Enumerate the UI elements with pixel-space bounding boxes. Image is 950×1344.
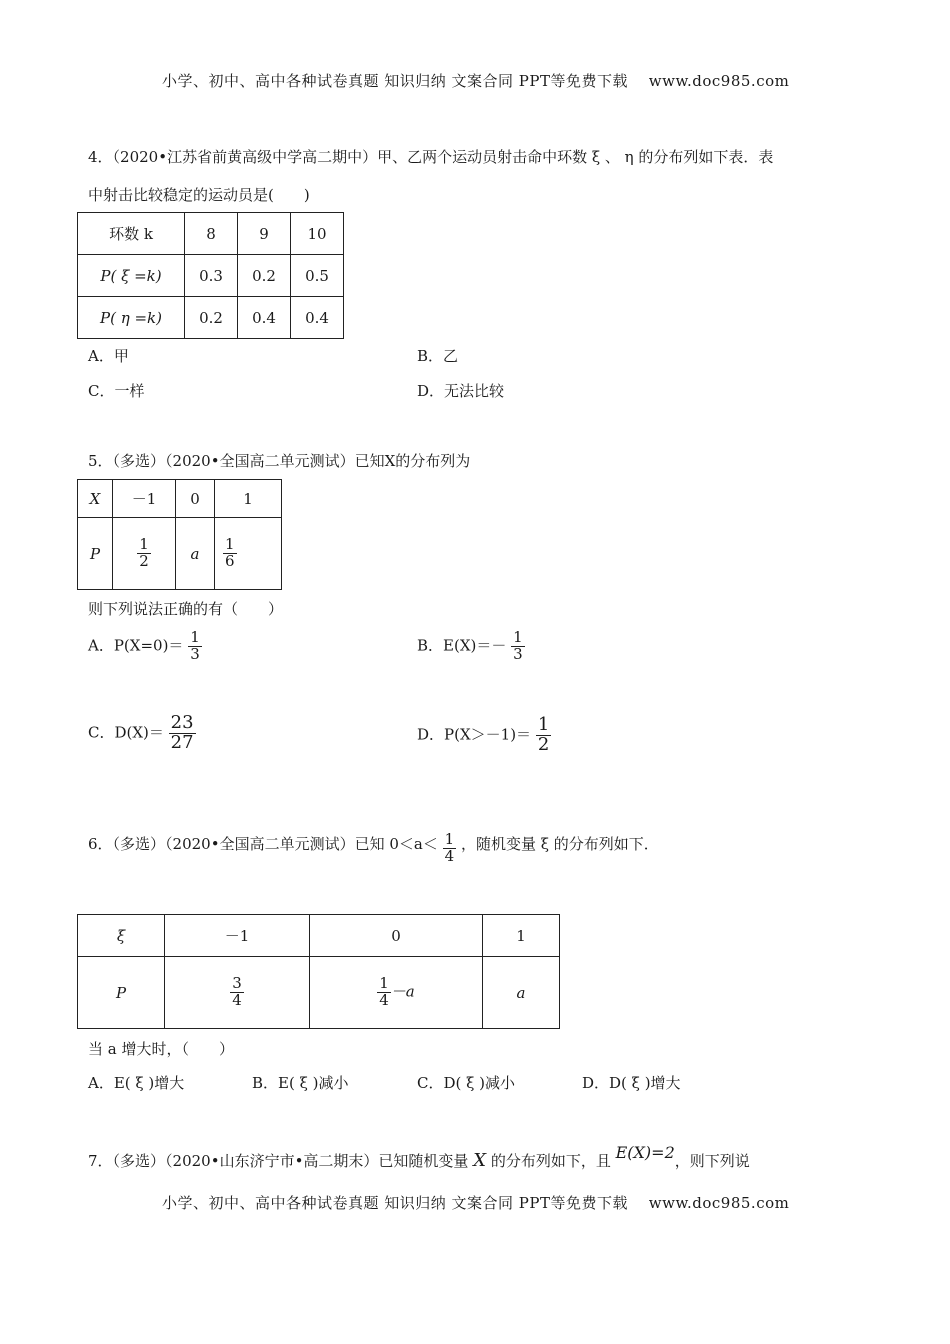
q6-stem-post: ，随机变量 ξ 的分布列如下． bbox=[460, 835, 659, 853]
q4-table-row1-cell: 0.2 bbox=[238, 255, 291, 297]
q7-stem bbox=[88, 1143, 750, 1171]
q6-table-x2: 0 bbox=[310, 915, 483, 957]
q5-option-d[interactable] bbox=[417, 716, 551, 755]
q6-table bbox=[77, 914, 560, 1029]
q4-table-row1-cell: 0.3 bbox=[185, 255, 238, 297]
fraction-denominator: 4 bbox=[444, 846, 455, 865]
fraction-denominator: 2 bbox=[537, 733, 550, 755]
fraction-numerator: 23 bbox=[170, 712, 194, 733]
q4-stem-line2: 中射击比较稳定的运动员是( ) bbox=[88, 186, 310, 204]
fraction-denominator: 3 bbox=[513, 644, 523, 663]
q4-table-header-2: 9 bbox=[238, 213, 291, 255]
q4-table-row2-cell: 0.4 bbox=[291, 297, 344, 339]
q5-table-p1-fraction bbox=[137, 537, 151, 570]
fraction-numerator: 1 bbox=[190, 628, 200, 646]
fraction-numerator: 1 bbox=[139, 535, 149, 554]
q6-table-p2 bbox=[310, 957, 483, 1029]
q5-option-b-text: B．E(X)＝－ bbox=[417, 636, 507, 655]
fraction-denominator: 6 bbox=[225, 552, 235, 570]
q7-stem-post: ，则下列说 bbox=[674, 1152, 750, 1170]
q5-table-p3-fraction bbox=[223, 537, 237, 570]
q4-table-header-0: 环数 k bbox=[78, 213, 185, 255]
q5-table-p-label: P bbox=[78, 518, 113, 590]
q6-table-x1: －1 bbox=[165, 915, 310, 957]
q6-table-x3: 1 bbox=[483, 915, 560, 957]
q4-table-row2-cell: 0.4 bbox=[238, 297, 291, 339]
q7-stem-var: X bbox=[473, 1150, 487, 1171]
q5-prompt: 则下列说法正确的有（ ） bbox=[88, 600, 284, 618]
q6-table-p1-fraction bbox=[230, 976, 244, 1009]
q6-option-b[interactable]: B．E( ξ )减小 bbox=[252, 1074, 349, 1092]
q5-option-d-fraction bbox=[536, 716, 551, 755]
q5-table-x1: －1 bbox=[113, 480, 176, 518]
q5-option-a[interactable] bbox=[88, 630, 202, 663]
q4-table-header-3: 10 bbox=[291, 213, 344, 255]
q5-option-b-fraction bbox=[511, 630, 525, 663]
q6-prompt: 当 a 增大时，（ ） bbox=[88, 1040, 234, 1058]
q4-table-row1-label: P( ξ =k) bbox=[78, 255, 185, 297]
fraction-denominator: 4 bbox=[232, 991, 242, 1009]
q6-table-p-label: P bbox=[78, 957, 165, 1029]
q4-option-d[interactable]: D．无法比较 bbox=[417, 382, 505, 400]
q6-table-p2-fraction bbox=[377, 976, 391, 1009]
q4-stem-line1: 4．（2020•江苏省前黄高级中学高二期中）甲、乙两个运动员射击命中环数 ξ 、 η 的分布列如下表．表 bbox=[88, 148, 774, 166]
q6-stem bbox=[88, 832, 659, 865]
q4-table-row1-cell: 0.5 bbox=[291, 255, 344, 297]
q6-option-a[interactable]: A．E( ξ )增大 bbox=[88, 1074, 185, 1092]
q4-table-header-1: 8 bbox=[185, 213, 238, 255]
q6-table-p2-suffix: －a bbox=[390, 982, 415, 1001]
q5-table-p3 bbox=[215, 518, 282, 590]
fraction-numerator: 1 bbox=[225, 535, 235, 554]
fraction-denominator: 27 bbox=[170, 731, 194, 753]
q5-table-x2: 0 bbox=[176, 480, 215, 518]
q5-stem: 5．（多选）（2020•全国高二单元测试）已知X的分布列为 bbox=[88, 452, 471, 470]
q5-option-c[interactable] bbox=[88, 714, 196, 753]
q4-option-b[interactable]: B．乙 bbox=[417, 347, 459, 365]
fraction-denominator: 2 bbox=[139, 552, 149, 570]
fraction-numerator: 3 bbox=[232, 974, 242, 993]
q6-table-p3: a bbox=[483, 957, 560, 1029]
q4-option-c[interactable]: C．一样 bbox=[88, 382, 145, 400]
q5-table bbox=[77, 479, 282, 590]
q6-table-xi-label: ξ bbox=[78, 915, 165, 957]
q5-table-x-label: X bbox=[78, 480, 113, 518]
q7-stem-mid: 的分布列如下，且 bbox=[490, 1152, 611, 1170]
q4-option-a[interactable]: A．甲 bbox=[88, 347, 129, 365]
fraction-numerator: 1 bbox=[444, 830, 455, 848]
q7-stem-expr: E(X)=2 bbox=[615, 1143, 675, 1162]
fraction-numerator: 1 bbox=[513, 628, 523, 646]
q5-option-b[interactable] bbox=[417, 630, 525, 663]
q6-stem-pre: 6．（多选）（2020•全国高二单元测试）已知 0＜a＜ bbox=[88, 835, 438, 853]
fraction-numerator: 1 bbox=[537, 714, 550, 735]
q5-table-p2: a bbox=[176, 518, 215, 590]
q4-table bbox=[77, 212, 344, 339]
q4-table-row2-cell: 0.2 bbox=[185, 297, 238, 339]
fraction-numerator: 1 bbox=[379, 974, 389, 993]
q5-option-d-text: D．P(X＞－1)＝ bbox=[417, 725, 532, 744]
q7-stem-pre: 7．（多选）（2020•山东济宁市•高二期末）已知随机变量 bbox=[88, 1152, 469, 1170]
q5-option-a-text: A．P(X=0)＝ bbox=[88, 636, 184, 655]
q6-stem-fraction bbox=[443, 832, 457, 865]
page-footer: 小学、初中、高中各种试卷真题 知识归纳 文案合同 PPT等免费下载 www.doc985.com bbox=[162, 1194, 790, 1212]
q5-option-c-fraction bbox=[169, 714, 196, 753]
q5-table-p1 bbox=[113, 518, 176, 590]
page-header: 小学、初中、高中各种试卷真题 知识归纳 文案合同 PPT等免费下载 www.doc985.com bbox=[162, 72, 790, 90]
q5-option-c-text: C．D(X)＝ bbox=[88, 723, 164, 742]
q4-table-row2-label: P( η =k) bbox=[78, 297, 185, 339]
q5-option-a-fraction bbox=[188, 630, 202, 663]
fraction-denominator: 4 bbox=[379, 991, 389, 1009]
q6-option-c[interactable]: C．D( ξ )减小 bbox=[417, 1074, 516, 1092]
q5-table-x3: 1 bbox=[215, 480, 282, 518]
fraction-denominator: 3 bbox=[190, 644, 200, 663]
q6-table-p1 bbox=[165, 957, 310, 1029]
q6-option-d[interactable]: D．D( ξ )增大 bbox=[582, 1074, 681, 1092]
